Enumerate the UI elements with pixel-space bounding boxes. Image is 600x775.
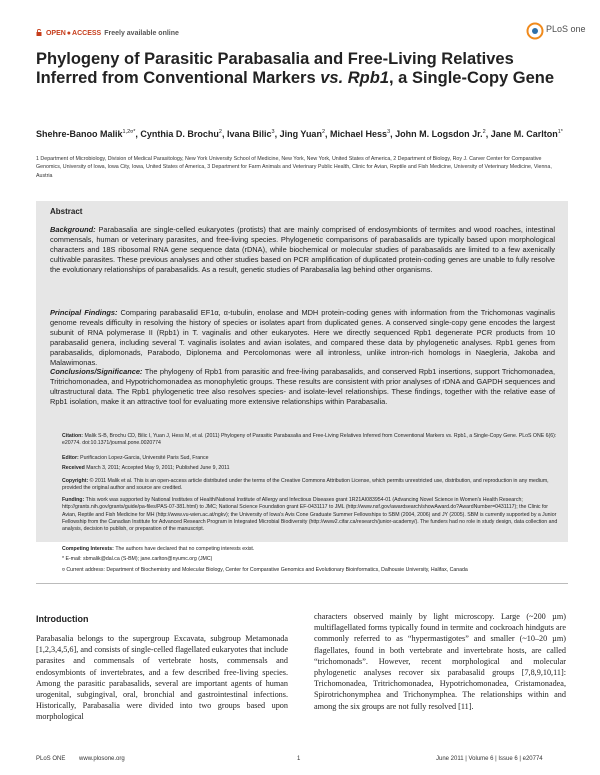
article-info-text: Purificacion Lopez-Garcia, Université Paris Sud, France: [80, 455, 209, 461]
title-italic: vs. Rpb1: [320, 69, 390, 87]
author-affiliation-mark: 3: [271, 129, 275, 135]
article-info-line: [62, 478, 562, 493]
author-name: Cynthia D. Brochu: [140, 129, 219, 139]
section-divider: [36, 583, 568, 584]
footer-site[interactable]: www.plosone.org: [79, 756, 125, 762]
article-info-line: [62, 567, 562, 574]
author-affiliation-mark: 2: [218, 129, 222, 135]
author-name: Ivana Bilic: [226, 129, 272, 139]
article-info-text: March 3, 2011; Accepted May 9, 2011; Published June 9, 2011: [86, 465, 230, 471]
article-info-label: Editor:: [62, 455, 81, 461]
article-info-label: Citation:: [62, 433, 85, 439]
author-name: John M. Logsdon Jr.: [395, 129, 483, 139]
intro-column-1: Parabasalia belongs to the supergroup Excavata, subgroup Metamonada [1,2,3,4,5,6], and consists of single-celled flagellated eukaryotes that include parasites and commensals of vertebrate hosts, commensals and endosymbionts of invertebrates, and a few described free-living species. Among the parasitic parabasalids, several are important agents of human urogenital, subgingival, oral, bronchial and gastrointestinal infections. Historically, Parabasalia were divided into two groups based upon morphological: [36, 634, 288, 722]
author-affiliation-mark: 2: [321, 129, 326, 135]
author-affiliation-mark: 1*: [557, 129, 563, 135]
article-info-line: [62, 433, 562, 448]
paper-title: [36, 50, 576, 88]
conclusions-label: Conclusions/Significance:: [50, 367, 143, 376]
footer-issue: June 2011 | Volume 6 | Issue 6 | e20774: [436, 756, 543, 762]
article-info-line: [62, 465, 562, 472]
findings-label: Principal Findings:: [50, 308, 118, 317]
background-label: Background:: [50, 225, 96, 234]
title-part-1: Phylogeny of Parasitic Parabasalia and Free-Living Relatives Inferred from Conventional Markers vs. Rpb1, a Single-Copy Gene: [36, 50, 555, 87]
article-info-text: The authors have declared that no competing interests exist.: [115, 546, 255, 552]
journal-logo-text: PLoS one: [546, 24, 586, 34]
page-number: 1: [297, 756, 301, 762]
abstract-background: [50, 225, 555, 275]
article-info-text: Malik S-B, Brochu CD, Bilic I, Yuan J, Hess M, et al. (2011) Phylogeny of Parasitic Parabasalia and Free-Living Relatives Inferred from Conventional Markers vs. Rpb1, a Single-Copy Gene. PLoS ONE 6(6): e20774. doi:10.1371/journal.pone.0020774: [62, 433, 557, 447]
lock-glyph: ●: [66, 30, 72, 37]
author-affiliation-mark: 1,2¤*: [122, 129, 136, 135]
article-info-label: Copyright:: [62, 478, 90, 484]
open-access-badge: OPEN●ACCESS Freely available online: [36, 29, 179, 37]
article-info-text: © 2011 Malik et al. This is an open-access article distributed under the terms of the Creative Commons Attribution License, which permits unrestricted use, distribution, and reproduction in any medium, provided the original author and source are credited.: [62, 478, 549, 492]
plos-logo-icon: [526, 22, 544, 40]
footer-journal: PLoS ONE www.plosone.org: [36, 756, 125, 762]
author-name: Shehre-Banoo Malik: [36, 129, 123, 139]
abstract-findings: [50, 308, 555, 367]
introduction-heading: Introduction: [36, 614, 89, 624]
journal-logo: [526, 22, 592, 40]
lock-icon: [36, 30, 46, 37]
article-info-label: Competing Interests:: [62, 546, 116, 552]
article-info-text: ¤ Current address: Department of Biochemistry and Molecular Biology, Center for Comparative Genomics and Evolutionary Bioinformatics, Dalhousie University, Halifax, Canada: [62, 567, 468, 573]
abstract-heading: Abstract: [50, 207, 83, 216]
author-name: Jane M. Carlton: [490, 129, 558, 139]
article-info-text: * E-mail: sbmalik@dal.ca (S-BM); jane.carlton@nyumc.org (JMC): [62, 556, 213, 562]
abstract-conclusions: [50, 367, 555, 407]
author-affiliation-mark: 2: [482, 129, 486, 135]
article-info-line: [62, 497, 562, 533]
intro-column-2: characters observed mainly by light microscopy. Large (~200 µm) multiflagellated forms typically found in termite and cockroach hindguts are commonly referred to as “hypermastigotes” and smaller (~10–20 µm) flagellates, found in both vertebrate and invertebrate hosts, are called “trichomonads”. However, recent morphological and molecular phylogenetic analyses recover six parabasalid groups [7,8,9,10,11]: Trichomonadea, Tritrichomonadea, Hypotrichomonadea, Cristamonadea, Spirotrichonymphea and Trichonymphea. The relationships within and among the six groups are not fully resolved [11].: [314, 612, 566, 711]
conclusions-text: The phylogeny of Rpb1 from parasitic and free-living parabasalids, and conserved Rpb1 insertions, support Trichomonadea, Tritrichomonadea, and Hypotrichomonadea as monophyletic groups. These results are consistent with prior analyses of rDNA and GAPDH sequences and ultrastructural data. The Rpb1 phylogenetic tree also resolves species- and isolate-level relationships. These findings, together with the relative ease of Rpb1 isolation, make it an attractive tool for evaluating more extensive relationships within Parabasalia.: [50, 367, 555, 406]
affiliations: 1 Department of Microbiology, Division of Medical Parasitology, New York University School of Medicine, New York, New York, United States of America, 2 Department of Biology, Roy J. Carver Center for Comparative Genomics, University of Iowa, Iowa City, Iowa, United States of America, 3 Department for Farm Animals and Veterinary Public Health, Clinic for Avian, Reptile and Fish Medicine, University of Veterinary Medicine, Vienna, Austria: [36, 156, 552, 179]
article-info-label: Received: [62, 465, 87, 471]
article-info-text: This work was supported by National Institutes of Health/National Institute of Allergy and Infectious Diseases grant 1R21AI083954-01 (Advancing Novel Science in Women's Health Research; http://grants.nih.gov/grants/guide/pa-files/PAS-07-381.html) to JMC; National Science Foundation grant EF-0431117 to JML (http://www.nsf.gov/awardsearch/showAward.do?AwardNumber=0431117); the Clinic for Avian, Reptile and Fish Medicine for MH (http://www.vu-wien.ac.at/ngkv); the University of Iowa's Avis Cone Graduate Summer Fellowships to SBM (2004, 2006) and JY (2005). SBM is currently supported by a Junior Fellowship from the Canadian Institute for Advanced Research Program in Integrated Microbial Biodiversity (http://www2.cifar.ca/research/junior-academy/). The funders had no role in study design, data collection and analysis, decision to publish, or preparation of the manuscript.: [62, 497, 558, 533]
article-info-line: [62, 556, 562, 563]
findings-text: Comparing parabasalid EF1α, α-tubulin, enolase and MDH protein-coding genes with information from the Trichomonas vaginalis genome reveals difficulty in resolving the history of species or isolates apart from duplicated genes. A conserved single-copy gene encodes the largest subunit of RNA polymerase II (Rpb1) in T. vaginalis and other eukaryotes. Here we directly sequenced Rpb1 degenerate PCR products from 10 parabasalid genera, including several T. vaginalis isolates and avian isolates, and compared these data by phylogenetic analyses. Rpb1 genes from parabasalids, diplomonads, Parabodo, Diplonema and Percolomonas were all intronless, unlike intron-rich homologs in Naegleria, Jakoba and Malawimonas.: [50, 308, 555, 367]
article-info-label: Funding:: [62, 497, 86, 503]
background-text: Parabasalia are single-celled eukaryotes (protists) that are mainly comprised of endosymbionts of termites and wood roaches, intestinal commensals, human or veterinary parasites, and free-living species. Phylogenetic comparisons of parabasalids are typically based upon morphological characters and 18S ribosomal RNA gene sequence data (rDNA), while biochemical or molecular studies of parabasalids are limited to a few axenically cultivable parasites. These previous analyses and other studies based on PCR amplification of duplicated protein-coding genes are unable to fully resolve the evolutionary relationships of parabasalids. As a result, genetic studies of Parabasalia lag behind other organisms.: [50, 225, 555, 274]
author-affiliation-mark: 3: [387, 129, 391, 135]
article-info-line: [62, 455, 562, 462]
freely-available-label: Freely available online: [104, 30, 179, 37]
author-list: Shehre-Banoo Malik$^{1,2¤*}$, Cynthia D. Brochu$^2$, Ivana Bilic$^3$, Jing Yuan$^2$, Michael Hess$^3$, John M. Logsdon Jr.$^2$, Jane M. Carlton$^{1*}$: [36, 129, 563, 139]
author-name: Michael Hess: [330, 129, 388, 139]
article-info-line: [62, 546, 562, 553]
author-name: Jing Yuan: [279, 129, 322, 139]
